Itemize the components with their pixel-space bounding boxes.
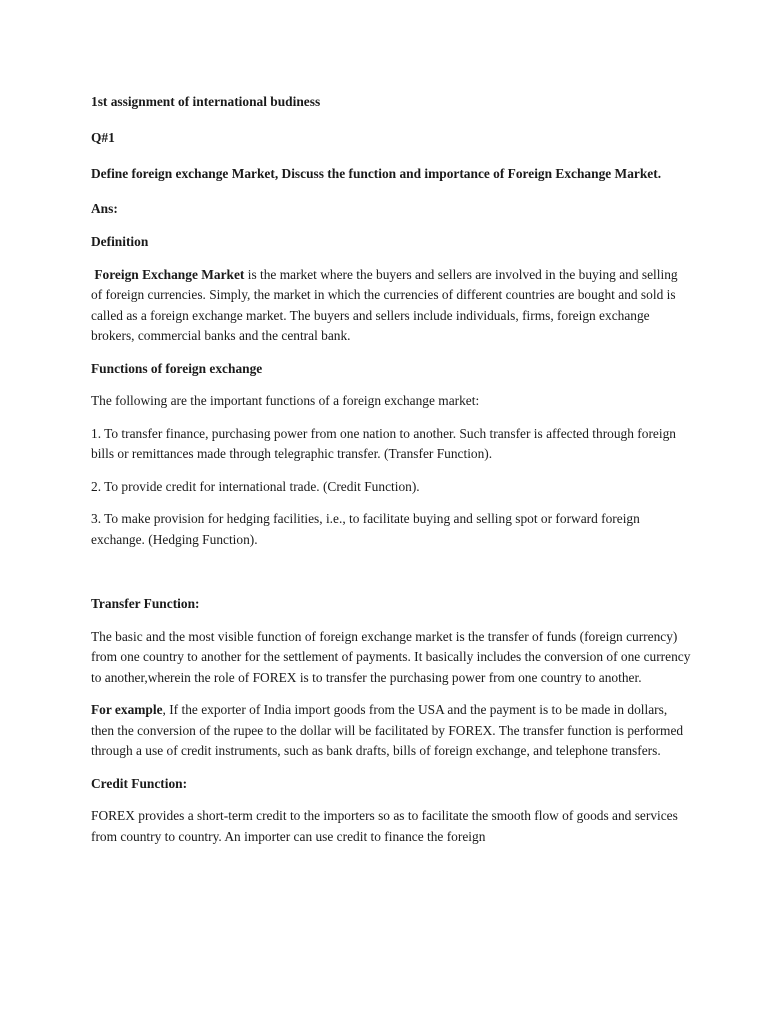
transfer-function-paragraph: The basic and the most visible function of foreign exchange market is the transfer of funds (foreign currency) from one country to another for the settlement of payments. It basically includes the conversion of one currency to another,wherein the role of FOREX is to transfer the purchasing power from one country to another. — [91, 628, 691, 685]
document-page — [91, 92, 691, 859]
example-paragraph — [91, 700, 691, 762]
definition-paragraph — [91, 265, 691, 347]
definition-text: is the market where the buyers and sellers are involved in the buying and selling of foreign currencies. Simply, the market in which the currencies of different countries are bought and sold is called as a foreign exchange market. The buyers and sellers include individuals, firms, foreign exchange brokers, commercial banks and the central bank. — [91, 266, 678, 343]
function-item-1: 1. To transfer finance, purchasing power from one nation to another. Such transfer is affected through foreign bills or remittances made through telegraphic transfer. (Transfer Function). — [91, 425, 676, 461]
definition-term: Foreign Exchange Market — [94, 266, 245, 282]
definition-heading: Definition — [91, 234, 149, 249]
question-number: Q#1 — [91, 129, 115, 145]
example-text: , If the exporter of India import goods from the USA and the payment is to be made in dollars, then the conversion of the rupee to the dollar will be facilitated by FOREX. The transfer function is performed through a use of credit instruments, such as bank drafts, bills of foreign exchange, and telephone transfers. — [91, 702, 684, 758]
function-item-2: 2. To provide credit for international trade. (Credit Function). — [91, 478, 420, 494]
credit-function-heading: Credit Function: — [91, 775, 188, 791]
document-title: 1st assignment of international budiness — [91, 94, 321, 109]
transfer-function-heading: Transfer Function: — [91, 596, 200, 611]
functions-intro: The following are the important functions of a foreign exchange market: — [91, 393, 480, 408]
answer-label: Ans: — [91, 200, 118, 216]
functions-heading: Functions of foreign exchange — [91, 360, 263, 376]
credit-function-paragraph: FOREX provides a short-term credit to the importers so as to facilitate the smooth flow of goods and services from country to country. An importer can use credit to finance the foreign — [91, 808, 678, 844]
blank-line — [91, 562, 691, 594]
example-label: For example — [91, 702, 163, 717]
question-text: Define foreign exchange Market, Discuss the function and importance of Foreign Exchange Market. — [91, 166, 662, 181]
function-item-3: 3. To make provision for hedging facilities, i.e., to facilitate buying and selling spot or forward foreign exchange. (Hedging Function). — [91, 511, 640, 547]
